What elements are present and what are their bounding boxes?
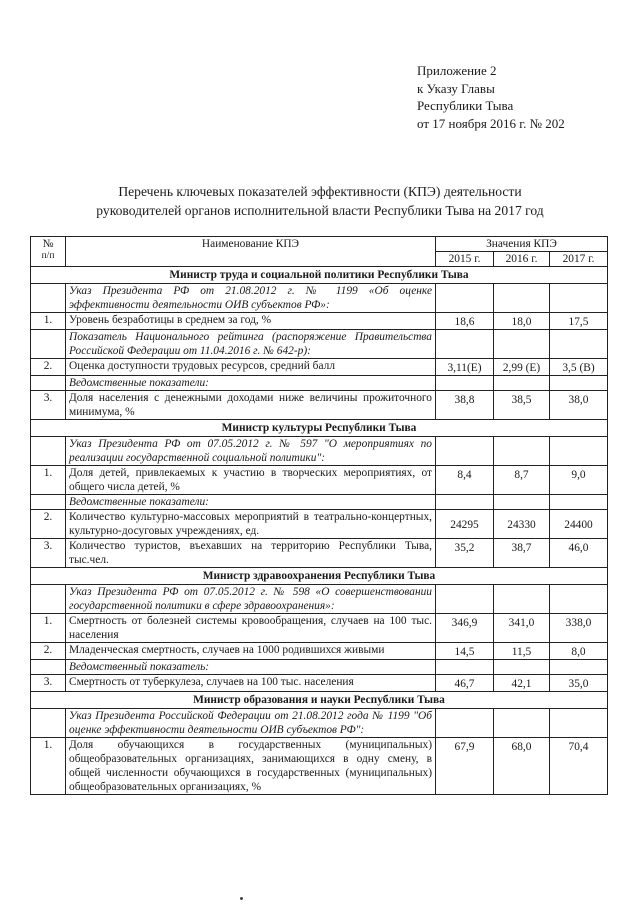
value-2015: 8,4 <box>436 466 494 495</box>
appendix-line-4: от 17 ноября 2016 г. № 202 <box>417 115 565 131</box>
table-row <box>31 675 608 692</box>
title-line-2: руководителей органов исполнительной власти Республики Тыва на 2017 год <box>96 202 544 218</box>
value-2016: 42,1 <box>494 675 550 692</box>
header-name: Наименование КПЭ <box>66 237 436 267</box>
table-header-row <box>31 237 608 252</box>
row-num: 1. <box>31 313 66 330</box>
value-2017: 46,0 <box>550 539 608 568</box>
section-title: Министр труда и социальной политики Республики Тыва <box>31 267 608 284</box>
scan-mark <box>240 897 243 900</box>
row-name: Уровень безработицы в среднем за год, % <box>66 313 436 330</box>
table-row <box>31 359 608 376</box>
note-text: Показатель Национального рейтинга (распоряжение Правительства Российской Федерации от 11.04.2016 г. № 642-р): <box>66 330 436 359</box>
value-2017: 3,5 (В) <box>550 359 608 376</box>
appendix-line-1: Приложение 2 <box>417 63 497 78</box>
header-2016: 2016 г. <box>494 252 550 267</box>
value-2016: 24330 <box>494 510 550 539</box>
note-text: Указ Президента РФ от 21.08.2012 г. № 1199 «Об оценке эффективности деятельности ОИВ субъектов РФ»: <box>66 284 436 313</box>
row-num: 1. <box>31 614 66 643</box>
table-row <box>31 391 608 420</box>
note-text: Указ Президента Российской Федерации от 21.08.2012 года № 1199 "Об оценке эффективности деятельности ОИВ субъектов РФ": <box>66 709 436 738</box>
value-2015: 35,2 <box>436 539 494 568</box>
header-2017: 2017 г. <box>550 252 608 267</box>
header-num-sub: п/п <box>41 251 55 261</box>
table-row <box>31 510 608 539</box>
value-2015: 3,11(Е) <box>436 359 494 376</box>
value-2017: 24400 <box>550 510 608 539</box>
value-2015: 14,5 <box>436 643 494 660</box>
value-2016: 38,7 <box>494 539 550 568</box>
value-2015: 38,8 <box>436 391 494 420</box>
section-row <box>31 267 608 284</box>
note-text: Ведомственные показатели: <box>66 376 436 391</box>
row-name: Младенческая смертность, случаев на 1000 родившихся живыми <box>66 643 436 660</box>
row-num: 3. <box>31 675 66 692</box>
header-num-cell <box>31 237 66 267</box>
note-row <box>31 585 608 614</box>
value-2015: 18,6 <box>436 313 494 330</box>
section-row <box>31 568 608 585</box>
row-name: Доля обучающихся в государственных (муниципальных) общеобразовательных организациях, занимающихся в одну смену, в общей численности обучающихся в государственных (муниципальных) общеобразовательных организациях, % <box>66 738 436 795</box>
value-2016: 341,0 <box>494 614 550 643</box>
appendix-line-2: к Указу Главы <box>417 80 495 96</box>
row-num: 3. <box>31 391 66 420</box>
value-2016: 11,5 <box>494 643 550 660</box>
value-2017: 9,0 <box>550 466 608 495</box>
note-text: Указ Президента РФ от 07.05.2012 г. № 597 "О мероприятиях по реализации государственной социальной политики": <box>66 437 436 466</box>
value-2017: 338,0 <box>550 614 608 643</box>
table-row <box>31 313 608 330</box>
row-num: 3. <box>31 539 66 568</box>
table-row <box>31 614 608 643</box>
table-row <box>31 466 608 495</box>
table-row <box>31 643 608 660</box>
appendix-block <box>417 62 632 132</box>
note-row <box>31 284 608 313</box>
row-name: Оценка доступности трудовых ресурсов, средний балл <box>66 359 436 376</box>
value-2017: 70,4 <box>550 738 608 795</box>
note-row <box>31 709 608 738</box>
row-name: Смертность от болезней системы кровообращения, случаев на 100 тыс. населения <box>66 614 436 643</box>
row-num: 2. <box>31 643 66 660</box>
value-2016: 8,7 <box>494 466 550 495</box>
value-2017: 17,5 <box>550 313 608 330</box>
value-2015: 24295 <box>436 510 494 539</box>
row-name: Количество туристов, въехавших на территорию Республики Тыва, тыс.чел. <box>66 539 436 568</box>
header-num: № <box>42 238 54 250</box>
value-2017: 8,0 <box>550 643 608 660</box>
note-row <box>31 330 608 359</box>
section-title: Министр здравоохранения Республики Тыва <box>31 568 608 585</box>
value-2015: 46,7 <box>436 675 494 692</box>
appendix-line-3: Республики Тыва <box>417 98 514 113</box>
section-row <box>31 420 608 437</box>
note-row <box>31 660 608 675</box>
title-line-1: Перечень ключевых показателей эффективности (КПЭ) деятельности <box>118 184 522 199</box>
section-title: Министр культуры Республики Тыва <box>31 420 608 437</box>
header-values: Значения КПЭ <box>436 237 608 252</box>
row-name: Доля населения с денежными доходами ниже величины прожиточного минимума, % <box>66 391 436 420</box>
table-row <box>31 539 608 568</box>
row-num: 1. <box>31 466 66 495</box>
row-num: 2. <box>31 510 66 539</box>
note-text: Ведомственные показатели: <box>66 495 436 510</box>
value-2017: 35,0 <box>550 675 608 692</box>
note-row <box>31 495 608 510</box>
note-text: Ведомственный показатель: <box>66 660 436 675</box>
row-num: 2. <box>31 359 66 376</box>
note-row <box>31 437 608 466</box>
value-2016: 2,99 (Е) <box>494 359 550 376</box>
table-row <box>31 738 608 795</box>
kpi-table <box>30 236 608 795</box>
note-row <box>31 376 608 391</box>
value-2016: 68,0 <box>494 738 550 795</box>
value-2015: 67,9 <box>436 738 494 795</box>
value-2015: 346,9 <box>436 614 494 643</box>
value-2016: 18,0 <box>494 313 550 330</box>
section-title: Министр образования и науки Республики Тыва <box>31 692 608 709</box>
header-2015: 2015 г. <box>436 252 494 267</box>
row-name: Количество культурно-массовых мероприятий в театрально-концертных, культурно-досуговых учреждениях, ед. <box>66 510 436 539</box>
document-title <box>0 183 640 220</box>
row-num: 1. <box>31 738 66 795</box>
row-name: Доля детей, привлекаемых к участию в творческих мероприятиях, от общего числа детей, % <box>66 466 436 495</box>
note-text: Указ Президента РФ от 07.05.2012 г. № 598 «О совершенствовании государственной политики в сфере здравоохранения»: <box>66 585 436 614</box>
value-2016: 38,5 <box>494 391 550 420</box>
row-name: Смертность от туберкулеза, случаев на 100 тыс. населения <box>66 675 436 692</box>
section-row <box>31 692 608 709</box>
value-2017: 38,0 <box>550 391 608 420</box>
